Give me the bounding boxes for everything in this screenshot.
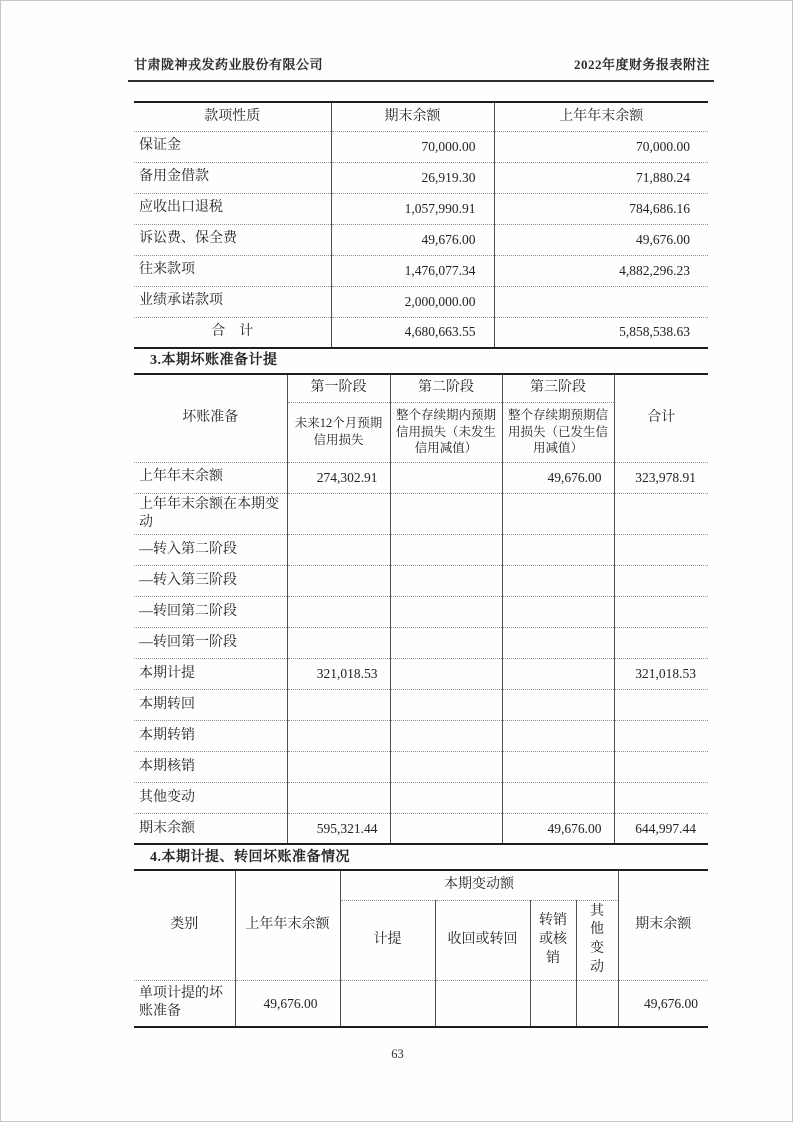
value-cell	[530, 981, 576, 1027]
value-cell	[390, 751, 502, 782]
value-cell	[390, 813, 502, 844]
value-cell: 4,882,296.23	[494, 255, 708, 286]
value-cell	[502, 689, 614, 720]
value-cell: 321,018.53	[614, 658, 708, 689]
table-row	[134, 131, 708, 162]
value-cell	[614, 534, 708, 565]
label-cell: 诉讼费、保全费	[134, 224, 331, 255]
value-cell	[287, 751, 390, 782]
document-title: 2022年度财务报表附注	[573, 57, 710, 72]
value-cell: 274,302.91	[287, 462, 390, 493]
value-cell	[614, 782, 708, 813]
label-cell: 本期转回	[134, 689, 287, 720]
label-cell: 本期核销	[134, 751, 287, 782]
value-cell	[614, 720, 708, 751]
value-cell	[390, 565, 502, 596]
value-cell	[494, 286, 708, 317]
value-cell	[614, 627, 708, 658]
label-cell: 业绩承诺款项	[134, 286, 331, 317]
value-cell	[502, 493, 614, 534]
value-cell: 5,858,538.63	[494, 317, 708, 348]
table-bad-debt-stages	[134, 373, 708, 845]
value-cell: 49,676.00	[494, 224, 708, 255]
header-cell: 期末余额	[331, 102, 494, 131]
value-cell	[390, 596, 502, 627]
value-cell: 595,321.44	[287, 813, 390, 844]
value-cell	[287, 782, 390, 813]
table-row	[134, 751, 708, 782]
table-row	[134, 689, 708, 720]
label-cell: 本期计提	[134, 658, 287, 689]
value-cell	[435, 981, 530, 1027]
value-cell: 49,676.00	[618, 981, 708, 1027]
company-name: 甘肃陇神戎发药业股份有限公司	[134, 57, 324, 72]
header-cell: 整个存续期内预期信用损失（未发生信用减值）	[390, 402, 502, 462]
value-cell: 323,978.91	[614, 462, 708, 493]
label-cell: 备用金借款	[134, 162, 331, 193]
label-cell: 上年年末余额在本期变动	[134, 493, 287, 534]
table-row	[134, 493, 708, 534]
label-cell: —转入第二阶段	[134, 534, 287, 565]
label-cell: 上年年末余额	[134, 462, 287, 493]
section-3-title: 3.本期坏账准备计提	[150, 353, 278, 368]
value-cell	[614, 751, 708, 782]
label-cell: 应收出口退税	[134, 193, 331, 224]
value-cell	[287, 565, 390, 596]
value-cell	[614, 493, 708, 534]
table-row	[134, 596, 708, 627]
value-cell	[390, 658, 502, 689]
label-cell: 期末余额	[134, 813, 287, 844]
value-cell: 70,000.00	[494, 131, 708, 162]
value-cell	[390, 493, 502, 534]
table-row	[134, 224, 708, 255]
value-cell	[287, 720, 390, 751]
header-cell: 上年年末余额	[494, 102, 708, 131]
value-cell	[502, 751, 614, 782]
page-header	[134, 54, 710, 73]
table-header-row	[134, 870, 708, 900]
table-amounts-by-nature	[134, 101, 708, 349]
value-cell	[287, 689, 390, 720]
value-cell	[340, 981, 435, 1027]
value-cell	[390, 627, 502, 658]
value-cell: 70,000.00	[331, 131, 494, 162]
page-number: 63	[391, 1047, 404, 1061]
table-total-row	[134, 317, 708, 348]
value-cell: 1,057,990.91	[331, 193, 494, 224]
value-cell: 49,676.00	[502, 813, 614, 844]
header-cell: 第一阶段	[287, 374, 390, 402]
value-cell	[502, 720, 614, 751]
table-row	[134, 255, 708, 286]
header-cell: 未来12个月预期信用损失	[287, 402, 390, 462]
value-cell: 49,676.00	[331, 224, 494, 255]
table-row	[134, 193, 708, 224]
header-cell: 转销或核销	[530, 900, 576, 981]
label-cell: —转回第二阶段	[134, 596, 287, 627]
value-cell	[502, 627, 614, 658]
label-cell: 本期转销	[134, 720, 287, 751]
header-cell: 款项性质	[204, 108, 261, 124]
value-cell	[502, 534, 614, 565]
value-cell	[614, 689, 708, 720]
value-cell: 784,686.16	[494, 193, 708, 224]
value-cell	[390, 689, 502, 720]
header-cell: 本期变动额	[340, 870, 618, 900]
table-row	[134, 813, 708, 844]
header-cell: 上年年末余额	[235, 870, 340, 981]
header-cell: 第二阶段	[390, 374, 502, 402]
value-cell	[390, 720, 502, 751]
value-cell	[614, 565, 708, 596]
value-cell: 4,680,663.55	[331, 317, 494, 348]
value-cell: 26,919.30	[331, 162, 494, 193]
label-cell: —转入第三阶段	[134, 565, 287, 596]
label-cell: 保证金	[134, 131, 331, 162]
header-cell: 期末余额	[618, 870, 708, 981]
value-cell	[614, 596, 708, 627]
table-row	[134, 627, 708, 658]
value-cell: 71,880.24	[494, 162, 708, 193]
value-cell: 49,676.00	[235, 981, 340, 1027]
table-row	[134, 462, 708, 493]
value-cell	[287, 493, 390, 534]
table-row	[134, 534, 708, 565]
table-row	[134, 565, 708, 596]
label-cell: 单项计提的坏账准备	[134, 981, 235, 1027]
value-cell: 49,676.00	[502, 462, 614, 493]
value-cell	[390, 782, 502, 813]
value-cell	[287, 534, 390, 565]
table-row	[134, 658, 708, 689]
value-cell	[502, 658, 614, 689]
label-cell: —转回第一阶段	[134, 627, 287, 658]
header-cell: 类别	[170, 917, 199, 933]
section-4-title: 4.本期计提、转回坏账准备情况	[150, 850, 350, 865]
header-cell: 坏账准备	[182, 410, 239, 426]
table-row	[134, 720, 708, 751]
table-row	[134, 162, 708, 193]
header-cell: 其他变动	[576, 900, 618, 981]
value-cell: 321,018.53	[287, 658, 390, 689]
value-cell	[390, 534, 502, 565]
table-header-row	[134, 102, 708, 131]
header-cell: 整个存续期预期信用损失（已发生信用减值）	[502, 402, 614, 462]
value-cell	[576, 981, 618, 1027]
header-rule	[128, 80, 714, 82]
table-header-row	[134, 374, 708, 402]
value-cell	[287, 627, 390, 658]
value-cell	[390, 462, 502, 493]
value-cell: 644,997.44	[614, 813, 708, 844]
header-cell: 第三阶段	[502, 374, 614, 402]
table-row	[134, 782, 708, 813]
value-cell: 1,476,077.34	[331, 255, 494, 286]
label-cell: 其他变动	[134, 782, 287, 813]
total-label-cell: 合 计	[134, 317, 331, 348]
label-cell: 往来款项	[134, 255, 331, 286]
value-cell	[287, 596, 390, 627]
table-bad-debt-changes	[134, 869, 708, 1028]
table-row	[134, 286, 708, 317]
header-cell: 合计	[614, 374, 708, 462]
value-cell: 2,000,000.00	[331, 286, 494, 317]
header-cell: 收回或转回	[435, 900, 530, 981]
header-cell: 计提	[340, 900, 435, 981]
value-cell	[502, 782, 614, 813]
value-cell	[502, 565, 614, 596]
value-cell	[502, 596, 614, 627]
table-row	[134, 981, 708, 1027]
